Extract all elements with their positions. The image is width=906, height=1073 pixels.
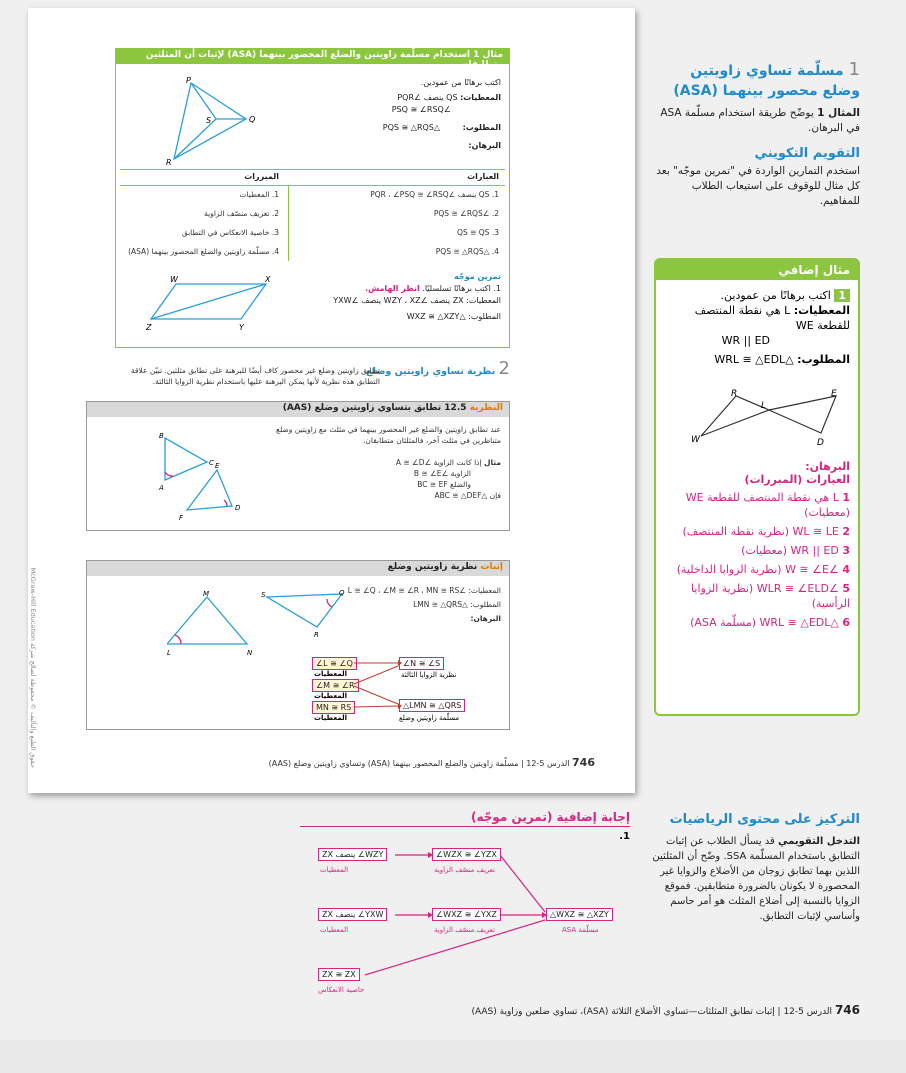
ex1-prove-label: المطلوب: — [462, 123, 501, 132]
ex1-given-1: QS ينصف ∠PQR — [397, 93, 458, 102]
thm-tag: النظرية — [469, 403, 503, 413]
extra-step-2-num: 2 — [842, 525, 850, 538]
extra-given-label: المعطيات: — [793, 304, 850, 317]
ex1-proof-label: البرهان: — [468, 141, 501, 150]
flow-b2: ∠M ≅ ∠R — [312, 679, 359, 692]
bottom-footer-text: الدرس 5-12 | إثبات تطابق المثلثات—تساوي الأضلاع الثلاثة (ASA)، تساوي ضلعين وزاوية (AAS) — [471, 1007, 833, 1017]
proof-given: المعطيات: ∠L ≅ ∠Q ، ∠M ≅ ∠R ، MN ≅ RS — [347, 586, 501, 595]
fig-label-r: R — [166, 158, 172, 167]
thm-ex-2: الزاوية ∠B ≅ ∠E — [413, 469, 471, 478]
ex1-statement-3: 3. QS ≅ QS — [457, 228, 499, 237]
guided-see: انظر الهامش. — [365, 284, 420, 293]
focus-section — [640, 810, 860, 924]
additional-example-box — [654, 258, 860, 716]
extra-figure — [691, 388, 841, 448]
flow-b3: MN ≅ RS — [312, 701, 355, 714]
textbook-page — [28, 8, 635, 793]
thm-header: 12.5 تطابق بتساوي زاويتين وضلع (AAS) — [282, 403, 467, 413]
extra-label-r: R — [731, 389, 738, 399]
guided-figure — [146, 274, 276, 334]
guided-given: المعطيات: ZX ينصف ∠WZY ، XZ ينصف ∠YXW — [333, 296, 501, 305]
thm-label-d: D — [235, 504, 241, 512]
copyright-text: حقوق الطبع والتأليف © محفوظة لصالح شركة McGraw-Hill Education — [29, 567, 37, 768]
guided-label-y: Y — [239, 323, 244, 332]
extra-prove: △WRL ≅ △EDL — [714, 353, 794, 366]
ex1-prompt: اكتب برهانًا من عمودين. — [420, 78, 501, 87]
guided-label-w: W — [170, 275, 178, 284]
answer-section — [300, 810, 630, 842]
lesson-num: 1 — [848, 59, 860, 80]
extra-step-1-num: 1 — [842, 491, 850, 504]
guided-label-x: X — [265, 275, 271, 284]
thm-label-c: C — [209, 459, 214, 467]
ex1-reason-4: 4. مسلّمة زاويتين والضلع المحصور بينهما (ASA) — [128, 247, 279, 256]
proof-figure — [167, 589, 347, 659]
ex1-statement-2: 2. ∠PQS ≅ ∠RQS — [433, 209, 499, 218]
flow-b1: ∠L ≅ ∠Q — [312, 657, 357, 670]
pf-label-q: Q — [339, 589, 345, 597]
extra-step-3-num: 3 — [842, 544, 850, 557]
extra-prompt: اكتب برهانًا من عمودين. — [720, 289, 831, 302]
flow-given-1: المعطيات — [314, 670, 348, 678]
ans-l-given1: المعطيات — [320, 866, 349, 874]
proof-prove: المطلوب: △LMN ≅ △QRS — [413, 600, 501, 609]
ex1-prove: △PQS ≅ △RQS — [382, 123, 441, 132]
page-bar — [0, 1040, 906, 1073]
extra-step-4: ∠W ≅ ∠E (نظرية الزوايا الداخلية) — [676, 563, 839, 576]
extra-step-3: WR || ED (معطيات) — [741, 544, 839, 557]
thm-ex-1: إذا كانت الزاوية ∠A ≅ ∠D — [395, 458, 482, 467]
ans-l-given2: المعطيات — [320, 926, 349, 934]
col-statements: العبارات — [467, 172, 499, 181]
ex1-given-label: المعطيات: — [460, 93, 501, 102]
ans-a3: ZX ينصف ∠YXW — [318, 908, 387, 921]
ans-l-def1: تعريف منصّف الزاوية — [434, 866, 495, 874]
teacher-sidebar — [655, 60, 860, 209]
thm-ex-label: مثال — [483, 458, 501, 467]
ans-a1: ZX ينصف ∠WZY — [318, 848, 387, 861]
ans-a5: △WXZ ≅ △XZY — [546, 908, 613, 921]
pf-label-s: S — [261, 591, 266, 599]
thm-ex-4: فإن △ABC ≅ △DEF — [434, 491, 501, 500]
theorem-box — [86, 401, 510, 531]
ans-a6: ZX ≅ ZX — [318, 968, 360, 981]
guided-label-z: Z — [146, 323, 152, 332]
extra-columns: العبارات (المبررات) — [744, 473, 850, 486]
extra-step-2: WL ≅ LE (نظرية نقطة المنتصف) — [682, 525, 839, 538]
pf-label-m: M — [203, 590, 210, 598]
flow-b5: △LMN ≅ △QRS — [399, 699, 465, 712]
fig-label-q: Q — [249, 115, 256, 124]
ans-a4: ∠WXZ ≅ ∠YXZ — [432, 908, 501, 921]
extra-step-6-num: 6 — [842, 616, 850, 629]
extra-step-5: ∠WLR ≅ ∠ELD (نظرية الزوايا الرأسية) — [691, 582, 850, 610]
extra-label-l: L — [761, 401, 767, 411]
thm-label-f: F — [179, 514, 184, 522]
extra-step-4-num: 4 — [842, 563, 850, 576]
flow-asa: مسلّمة زاويتين وضلع — [399, 714, 460, 722]
ex1-statement-4: 4. △PQS ≅ △RQS — [435, 247, 499, 256]
ex1-statement-1: 1. QS ينصف ∠PQR ، ∠PSQ ≅ ∠RSQ — [370, 190, 499, 199]
focus-text: قد يسأل الطلاب عن إثبات التطابق باستخدام المسلّمة SSA. وضّح أن المثلثين اللذين بهما تطابق زوجان من الأضلاع والزوايا غير المحصورة لا يكونان بالضرورة متطابقين. فموقع الزوايا بالنسبة إلى أضلاع المثلث هو أمر حاسم وأساسي لإثبات التطابق. — [652, 836, 860, 922]
ans-l-refl: خاصية الانعكاس — [318, 986, 365, 994]
extra-given-1: L هي نقطة المنتصف للقطعة WE — [694, 304, 850, 332]
guided-1: 1. اكتب برهانًا تسلسليًا. — [422, 284, 501, 293]
extra-step-5-num: 5 — [842, 582, 850, 595]
thm-ex-3: والضلع BC ≅ EF — [417, 480, 471, 489]
ex1-figure — [156, 77, 296, 167]
example-1-box — [115, 48, 510, 348]
flow-b4: ∠N ≅ ∠S — [399, 657, 444, 670]
formative-text: استخدم التمارين الواردة في "تمرين موجّه" بعد كل مثال للوقوف على استيعاب الطلاب للمفاهيم. — [656, 165, 860, 207]
flow-arrows — [352, 656, 402, 716]
thm-figure — [147, 432, 257, 527]
lesson-title: مسلّمة تساوي زاويتين وضلع محصور بينهما (ASA) — [673, 63, 860, 99]
sec2-num: 2 — [498, 358, 510, 379]
flow-given-2: المعطيات — [314, 692, 348, 700]
guided-prove: المطلوب: △WXZ ≅ △XZY — [406, 312, 501, 321]
thm-label-a: A — [159, 484, 164, 492]
fig-label-p: P — [186, 77, 191, 85]
extra-prove-label: المطلوب: — [797, 353, 850, 366]
extra-num: 1 — [834, 289, 850, 302]
answer-title: إجابة إضافية (تمرين موجّه) — [300, 810, 630, 827]
ex1-given-2: ∠PSQ ≅ ∠RSQ — [391, 105, 451, 114]
pf-label-r: R — [314, 631, 319, 639]
extra-given-2: WR || ED — [721, 334, 770, 347]
footer-text: الدرس 5-12 | مسلّمة زاويتين والضلع المحصور بينهما (ASA) وتساوي زاويتين وضلع (AAS) — [268, 759, 570, 768]
sec2-title: نظرية تساوي زاويتين وضلع — [365, 366, 496, 377]
thm-label-b: B — [159, 432, 164, 440]
extra-step-1: L هي نقطة المنتصف للقطعة WE (معطيات) — [685, 491, 850, 519]
extra-label-w: W — [691, 435, 700, 445]
proof-label: البرهان: — [470, 614, 501, 623]
answer-num: 1. — [619, 831, 630, 842]
thm-label-e: E — [215, 462, 220, 470]
extra-proof-label: البرهان: — [805, 460, 850, 473]
fig-label-s: S — [206, 116, 212, 125]
proof-box — [86, 560, 510, 730]
flow-given-3: المعطيات — [314, 714, 348, 722]
ans-l-asa: ASA مسلّمة — [562, 926, 599, 934]
formative-title: التقويم التكويني — [754, 146, 860, 161]
additional-example-header: مثال إضافي — [656, 260, 858, 280]
proof-header: نظرية زاويتين وضلع — [387, 562, 478, 572]
guided-title: تمرين موجّه — [454, 272, 501, 281]
example-ref: المثال 1 — [817, 107, 860, 119]
pf-label-l: L — [167, 649, 171, 657]
page-number: 746 — [572, 756, 595, 769]
extra-label-e: E — [831, 389, 837, 399]
focus-sub: التدخل التقويمي — [778, 836, 860, 847]
ex1-reason-3: 3. خاصية الانعكاس في التطابق — [181, 228, 279, 237]
thm-text: عند تطابق زاويتين والضلع غير المحصور بينهما في مثلث مع زاويتين وضلع متناظرين في مثلث آخر، فالمثلثان متطابقان. — [275, 425, 501, 445]
extra-step-6: △WRL ≅ △EDL (مسلّمة ASA) — [690, 616, 839, 629]
example-ref-text: يوضّح طريقة استخدام مسلّمة ASA في البرهان. — [660, 107, 860, 134]
ans-l-def2: تعريف منصّف الزاوية — [434, 926, 495, 934]
bottom-page-number: 746 — [834, 1003, 860, 1017]
focus-title: التركيز على محتوى الرياضيات — [669, 812, 860, 827]
ans-a2: ∠WZX ≅ ∠YZX — [432, 848, 501, 861]
pf-label-n: N — [247, 649, 253, 657]
ex1-reason-1: 1. المعطيات — [239, 190, 279, 199]
col-reasons: المبررات — [244, 172, 279, 181]
answer-arrows — [300, 840, 560, 990]
extra-label-d: D — [817, 438, 824, 448]
sec2-text: تطابق زاويتين وضلع غير محصور كاف أيضًا للبرهنة على تطابق مثلثين. تبيّن علاقة التطابق هذه نظرية لأنها يمكن البرهنة عليها باستخدام نظرية الزوايا الثالثة. — [130, 366, 380, 386]
proof-tag: إثبات — [480, 562, 503, 572]
flow-third: نظرية الزوايا الثالثة — [401, 671, 457, 679]
example-1-header: مثال 1 استخدام مسلّمة زاويتين والضلع المحصور بينهما (ASA) لإثبات أن المثلثين متطابقان — [116, 49, 509, 64]
ex1-reason-2: 2. تعريف منصّف الزاوية — [204, 209, 279, 218]
